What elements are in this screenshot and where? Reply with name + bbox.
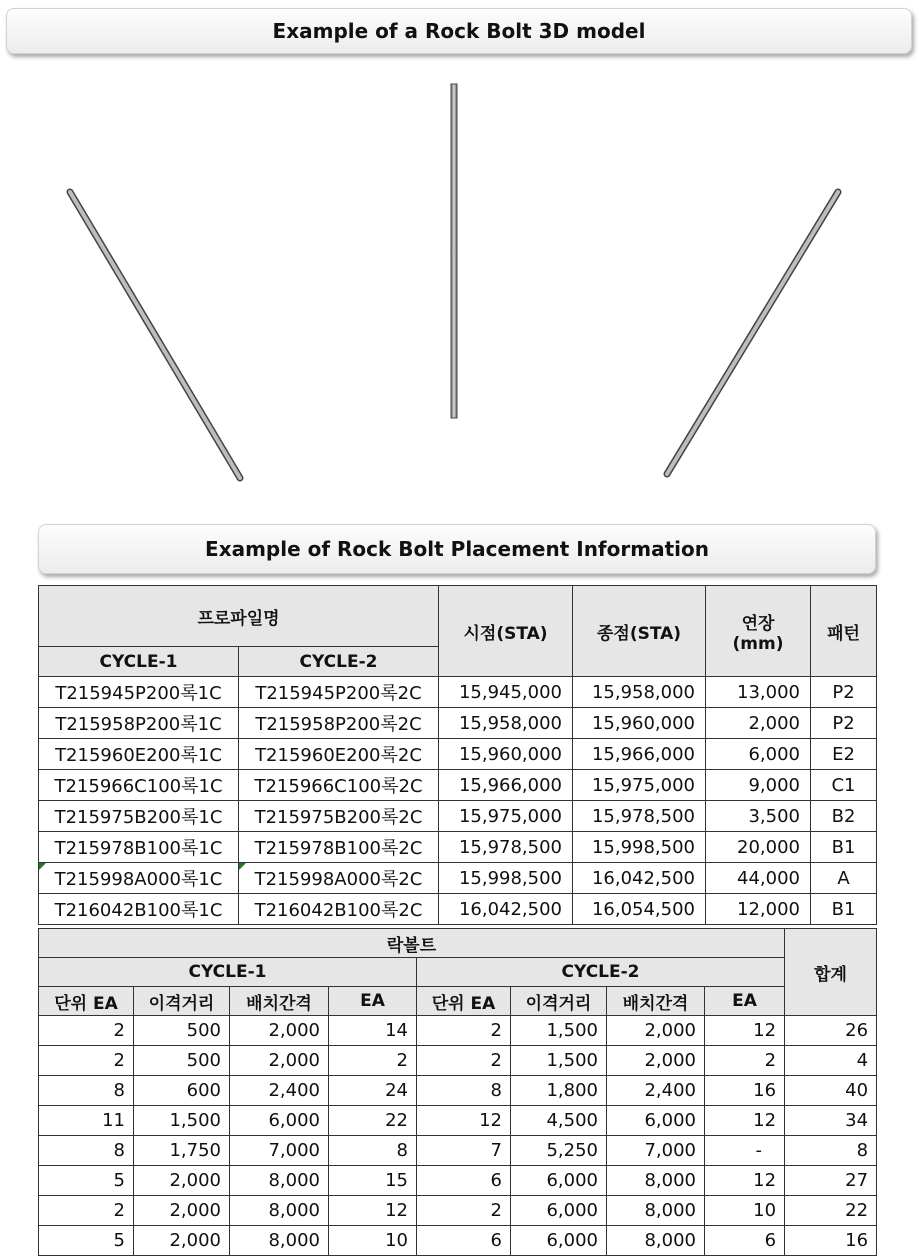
length-cell: 6,000: [706, 739, 811, 770]
length-cell: 13,000: [706, 677, 811, 708]
spacing-cell: 2,000: [134, 1166, 230, 1196]
ea-cell: 22: [329, 1106, 417, 1136]
bolt-row: [39, 1196, 877, 1226]
total-cell: 34: [785, 1106, 877, 1136]
cycle2-profile-cell: T216042B100록2C: [239, 894, 439, 925]
profile-row: [39, 832, 877, 863]
bolt-row: [39, 1166, 877, 1196]
unit-ea-cell: 5: [39, 1226, 134, 1256]
spacing-cell: 500: [134, 1016, 230, 1046]
interval-cell: 8,000: [607, 1166, 705, 1196]
unit-ea-cell: 2: [417, 1046, 511, 1076]
ea-cell: 12: [329, 1196, 417, 1226]
bolt-subheader-cell: 이격거리: [134, 987, 230, 1016]
bolt-subheader-cell: 단위 EA: [39, 987, 134, 1016]
cycle1-profile-cell: T216042B100록1C: [39, 894, 239, 925]
spacing-cell: 1,500: [511, 1046, 607, 1076]
total-cell: 27: [785, 1166, 877, 1196]
start-sta-cell: 15,975,000: [439, 801, 573, 832]
model-section-title: Example of a Rock Bolt 3D model: [272, 19, 646, 43]
bolt-cycle2-header: CYCLE-2: [417, 958, 785, 987]
interval-cell: 6,000: [607, 1106, 705, 1136]
profile-row: [39, 770, 877, 801]
cycle1-profile-cell: T215998A000록1C: [39, 863, 239, 894]
unit-ea-cell: 6: [417, 1166, 511, 1196]
cycle1-profile-cell: T215978B100록1C: [39, 832, 239, 863]
pattern-cell: P2: [811, 677, 877, 708]
unit-ea-cell: 5: [39, 1166, 134, 1196]
spacing-cell: 1,500: [511, 1016, 607, 1046]
end-sta-cell: 15,966,000: [573, 739, 706, 770]
rock-bolt-header: 락볼트: [39, 929, 785, 958]
interval-cell: 8,000: [230, 1226, 329, 1256]
cycle1-profile-cell: T215966C100록1C: [39, 770, 239, 801]
end-sta-cell: 15,958,000: [573, 677, 706, 708]
start-sta-cell: 15,958,000: [439, 708, 573, 739]
length-header-label: 연장: [741, 613, 775, 634]
end-sta-cell: 16,042,500: [573, 863, 706, 894]
length-header: [706, 586, 811, 677]
pattern-cell: P2: [811, 708, 877, 739]
bolt-subheader-row: [39, 987, 877, 1016]
interval-cell: 8,000: [230, 1166, 329, 1196]
spacing-cell: 6,000: [511, 1166, 607, 1196]
total-cell: 22: [785, 1196, 877, 1226]
profile-row: [39, 677, 877, 708]
cycle1-profile-cell: T215958P200록1C: [39, 708, 239, 739]
pattern-cell: A: [811, 863, 877, 894]
spacing-cell: 1,750: [134, 1136, 230, 1166]
bolt-subheader-cell: 이격거리: [511, 987, 607, 1016]
length-cell: 2,000: [706, 708, 811, 739]
interval-cell: 2,000: [607, 1016, 705, 1046]
interval-cell: 6,000: [230, 1106, 329, 1136]
unit-ea-cell: 2: [417, 1196, 511, 1226]
interval-cell: 7,000: [230, 1136, 329, 1166]
bolt-subheader-cell: EA: [329, 987, 417, 1016]
end-sta-cell: 15,960,000: [573, 708, 706, 739]
bolt-cycle1-header: CYCLE-1: [39, 958, 417, 987]
ea-cell: 10: [329, 1226, 417, 1256]
total-cell: 40: [785, 1076, 877, 1106]
cycle1-profile-cell: T215975B200록1C: [39, 801, 239, 832]
ea-cell: 2: [705, 1046, 785, 1076]
model-section-banner: [6, 8, 912, 54]
unit-ea-cell: 8: [417, 1076, 511, 1106]
unit-ea-cell: 2: [39, 1196, 134, 1226]
unit-ea-cell: 2: [39, 1016, 134, 1046]
interval-cell: 2,000: [230, 1016, 329, 1046]
start-sta-cell: 15,998,500: [439, 863, 573, 894]
ea-cell: 12: [705, 1016, 785, 1046]
cycle2-profile-cell: T215960E200록2C: [239, 739, 439, 770]
bolt-row: [39, 1136, 877, 1166]
end-sta-header: 종점(STA): [573, 586, 706, 677]
start-sta-cell: 15,960,000: [439, 739, 573, 770]
pattern-header: 패턴: [811, 586, 877, 677]
cycle2-profile-cell: T215966C100록2C: [239, 770, 439, 801]
ea-cell: 2: [329, 1046, 417, 1076]
spacing-cell: 5,250: [511, 1136, 607, 1166]
cycle2-profile-cell: T215958P200록2C: [239, 708, 439, 739]
start-sta-cell: 15,966,000: [439, 770, 573, 801]
length-cell: 9,000: [706, 770, 811, 801]
end-sta-cell: 15,998,500: [573, 832, 706, 863]
end-sta-cell: 15,978,500: [573, 801, 706, 832]
spacing-cell: 1,800: [511, 1076, 607, 1106]
start-sta-cell: 15,978,500: [439, 832, 573, 863]
placement-section-banner: [38, 524, 876, 574]
bolt-row: [39, 1226, 877, 1256]
profile-row: [39, 863, 877, 894]
unit-ea-cell: 8: [39, 1076, 134, 1106]
ea-cell: 10: [705, 1196, 785, 1226]
cycle2-profile-cell: T215998A000록2C: [239, 863, 439, 894]
rock-bolt-3d-model: [0, 60, 920, 500]
unit-ea-cell: 2: [39, 1046, 134, 1076]
bolt-subheader-cell: 단위 EA: [417, 987, 511, 1016]
ea-cell: 16: [705, 1076, 785, 1106]
unit-ea-cell: 2: [417, 1016, 511, 1046]
unit-ea-cell: 7: [417, 1136, 511, 1166]
ea-cell: -: [705, 1136, 785, 1166]
total-cell: 8: [785, 1136, 877, 1166]
cycle1-profile-cell: T215945P200록1C: [39, 677, 239, 708]
interval-cell: 2,400: [230, 1076, 329, 1106]
profile-table: [38, 585, 877, 925]
interval-cell: 8,000: [607, 1196, 705, 1226]
pattern-cell: E2: [811, 739, 877, 770]
profile-row: [39, 739, 877, 770]
rock-bolt-center: [451, 84, 457, 418]
spacing-cell: 6,000: [511, 1196, 607, 1226]
rock-bolt-table-body: [39, 1016, 877, 1256]
interval-cell: 8,000: [230, 1196, 329, 1226]
length-header-unit: (mm): [732, 633, 784, 654]
spacing-cell: 6,000: [511, 1226, 607, 1256]
spacing-cell: 1,500: [134, 1106, 230, 1136]
bolt-row: [39, 1016, 877, 1046]
interval-cell: 2,000: [607, 1046, 705, 1076]
ea-cell: 12: [705, 1106, 785, 1136]
ea-cell: 24: [329, 1076, 417, 1106]
bolt-row: [39, 1076, 877, 1106]
total-cell: 16: [785, 1226, 877, 1256]
pattern-cell: C1: [811, 770, 877, 801]
cycle2-profile-cell: T215945P200록2C: [239, 677, 439, 708]
ea-cell: 15: [329, 1166, 417, 1196]
interval-cell: 7,000: [607, 1136, 705, 1166]
unit-ea-cell: 8: [39, 1136, 134, 1166]
spacing-cell: 4,500: [511, 1106, 607, 1136]
bolt-subheader-cell: 배치간격: [230, 987, 329, 1016]
pattern-cell: B1: [811, 894, 877, 925]
bolt-row: [39, 1106, 877, 1136]
rock-bolt-table: [38, 928, 877, 1256]
total-cell: 4: [785, 1046, 877, 1076]
interval-cell: 2,400: [607, 1076, 705, 1106]
cycle2-profile-cell: T215978B100록2C: [239, 832, 439, 863]
bolt-subheader-cell: 배치간격: [607, 987, 705, 1016]
length-cell: 20,000: [706, 832, 811, 863]
cycle2-header: CYCLE-2: [239, 647, 439, 677]
unit-ea-cell: 12: [417, 1106, 511, 1136]
interval-cell: 2,000: [230, 1046, 329, 1076]
unit-ea-cell: 6: [417, 1226, 511, 1256]
total-cell: 26: [785, 1016, 877, 1046]
cycle1-header: CYCLE-1: [39, 647, 239, 677]
pattern-cell: B2: [811, 801, 877, 832]
spacing-cell: 500: [134, 1046, 230, 1076]
bolt-row: [39, 1046, 877, 1076]
profile-row: [39, 894, 877, 925]
rock-bolt-left: [70, 192, 240, 478]
ea-cell: 6: [705, 1226, 785, 1256]
unit-ea-cell: 11: [39, 1106, 134, 1136]
profile-name-header: 프로파일명: [39, 586, 439, 647]
length-cell: 44,000: [706, 863, 811, 894]
start-sta-header: 시점(STA): [439, 586, 573, 677]
cycle2-profile-cell: T215975B200록2C: [239, 801, 439, 832]
profile-row: [39, 708, 877, 739]
length-cell: 3,500: [706, 801, 811, 832]
total-header: 합계: [785, 929, 877, 1016]
pattern-cell: B1: [811, 832, 877, 863]
ea-cell: 12: [705, 1166, 785, 1196]
interval-cell: 8,000: [607, 1226, 705, 1256]
length-cell: 12,000: [706, 894, 811, 925]
placement-section-title: Example of Rock Bolt Placement Information: [205, 537, 709, 561]
ea-cell: 8: [329, 1136, 417, 1166]
rock-bolt-right: [667, 192, 838, 474]
spacing-cell: 2,000: [134, 1196, 230, 1226]
start-sta-cell: 15,945,000: [439, 677, 573, 708]
profile-table-body: [39, 677, 877, 925]
spacing-cell: 2,000: [134, 1226, 230, 1256]
ea-cell: 14: [329, 1016, 417, 1046]
bolt-subheader-cell: EA: [705, 987, 785, 1016]
end-sta-cell: 15,975,000: [573, 770, 706, 801]
end-sta-cell: 16,054,500: [573, 894, 706, 925]
cycle1-profile-cell: T215960E200록1C: [39, 739, 239, 770]
profile-row: [39, 801, 877, 832]
spacing-cell: 600: [134, 1076, 230, 1106]
start-sta-cell: 16,042,500: [439, 894, 573, 925]
